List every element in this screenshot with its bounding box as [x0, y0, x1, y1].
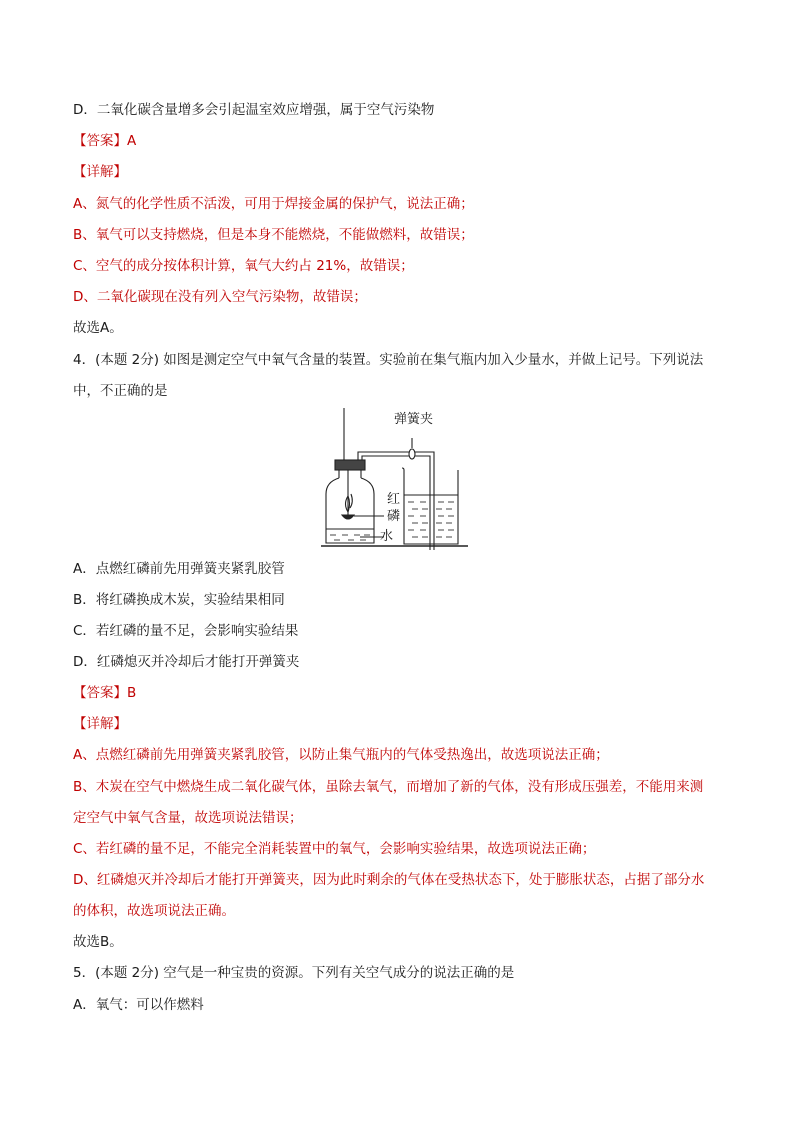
q3-detail-b: B、氧气可以支持燃烧，但是本身不能燃烧，不能做燃料，故错误； [73, 227, 474, 243]
q3-detail-a: A、氮气的化学性质不活泼，可用于焊接金属的保护气，说法正确； [73, 196, 474, 212]
oxygen-measurement-apparatus-figure [318, 408, 483, 550]
q4-option-a: A．点燃红磷前先用弹簧夹紧乳胶管 [73, 561, 285, 577]
q5-option-a: A．氧气：可以作燃料 [73, 997, 204, 1013]
q4-detail-b-line-2: 定空气中氧气含量，故选项说法错误； [73, 810, 303, 826]
q3-detail-c: C、空气的成分按体积计算，氧气大约占 21%，故错误； [73, 258, 414, 274]
q4-conclusion: 故选B。 [73, 934, 123, 950]
q4-detail-d-line-2: 的体积，故选项说法正确。 [73, 903, 235, 919]
q3-detail-heading: 【详解】 [73, 164, 127, 180]
apparatus-drawing [318, 408, 483, 550]
q4-stem-line-1: 4．(本题 2分) 如图是测定空气中氧气含量的装置。实验前在集气瓶内加入少量水，并做上记号。下列说法 [73, 352, 704, 368]
q4-detail-a: A、点燃红磷前先用弹簧夹紧乳胶管，以防止集气瓶内的气体受热逸出，故选项说法正确； [73, 747, 609, 763]
red-phosphorus-label-2: 磷 [387, 509, 401, 524]
q4-detail-d-line-1: D、红磷熄灭并冷却后才能打开弹簧夹，因为此时剩余的气体在受热状态下，处于膨胀状态，占据了部分水 [73, 872, 705, 888]
q4-detail-b-line-1: B、木炭在空气中燃烧生成二氧化碳气体，虽除去氧气，而增加了新的气体，没有形成压强差，不能用来测 [73, 779, 704, 795]
q3-conclusion: 故选A。 [73, 320, 123, 336]
water-label: 水 [380, 529, 394, 544]
q4-option-b: B．将红磷换成木炭，实验结果相同 [73, 592, 285, 608]
q3-detail-d: D、二氧化碳现在没有列入空气污染物，故错误； [73, 289, 367, 305]
q5-stem: 5．(本题 2分) 空气是一种宝贵的资源。下列有关空气成分的说法正确的是 [73, 965, 515, 981]
q3-answer: 【答案】A [73, 133, 137, 149]
red-phosphorus-label-1: 红 [387, 492, 401, 507]
clip-label: 弹簧夹 [394, 412, 434, 427]
q4-option-c: C．若红磷的量不足，会影响实验结果 [73, 623, 299, 639]
q4-detail-c: C、若红磷的量不足，不能完全消耗装置中的氧气，会影响实验结果，故选项说法正确； [73, 841, 596, 857]
q4-stem-line-2: 中，不正确的是 [73, 383, 168, 399]
q4-answer: 【答案】B [73, 685, 137, 701]
q3-option-d: D．二氧化碳含量增多会引起温室效应增强，属于空气污染物 [73, 102, 435, 118]
q4-detail-heading: 【详解】 [73, 716, 127, 732]
q4-option-d: D．红磷熄灭并冷却后才能打开弹簧夹 [73, 654, 300, 670]
